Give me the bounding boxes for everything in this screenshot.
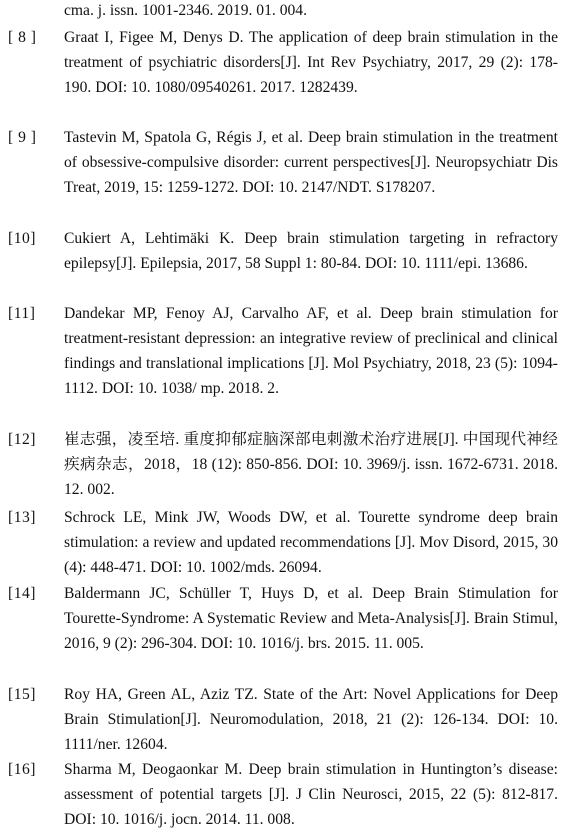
reference-text: Dandekar MP, Fenoy AJ, Carvalho AF, et al. Deep brain stimulation for treatment-resistant depression: an integrative review of preclinical and clinical findings and translational implications [J]. Mol Psychiatry, 2018, 23 (5): 1094-1112. DOI: 10. 1038/ mp. 2018. 2.: [64, 305, 558, 398]
reference-number: [12]: [8, 431, 36, 448]
reference-text: Tastevin M, Spatola G, Régis J, et al. Deep brain stimulation in the treatment of obsessive-compulsive disorder: current perspectives[J]. Neuropsychiatr Dis Treat, 2019, 15: 1259-1272. DOI: 10. 2147/NDT. S178207.: [64, 129, 558, 197]
reference-number: [16]: [8, 761, 36, 778]
reference-text: Roy HA, Green AL, Aziz TZ. State of the Art: Novel Applications for Deep Brain Stimulation[J]. Neuromodulation, 2018, 21 (2): 126-134. DOI: 10. 1111/ner. 12604.: [64, 686, 558, 754]
reference-text: Schrock LE, Mink JW, Woods DW, et al. Tourette syndrome deep brain stimulation: a review and updated recommendations [J]. Mov Disord, 2015, 30 (4): 448-471. DOI: 10. 1002/mds. 26094.: [64, 509, 558, 577]
reference-text: Cukiert A, Lehtimäki K. Deep brain stimulation targeting in refractory epilepsy[J]. Epilepsia, 2017, 58 Suppl 1: 80-84. DOI: 10. 1111/epi. 13686.: [64, 230, 558, 273]
reference-number: [ 9 ]: [8, 129, 37, 146]
reference-number: [10]: [8, 230, 36, 247]
reference-number: [14]: [8, 585, 36, 602]
reference-text: Sharma M, Deogaonkar M. Deep brain stimulation in Huntington’s disease: assessment of potential targets [J]. J Clin Neurosci, 2015, 22 (5): 812-817. DOI: 10. 1016/j. jocn. 2014. 11. 008.: [64, 761, 558, 829]
reference-number: [11]: [8, 305, 36, 322]
reference-text: Baldermann JC, Schüller T, Huys D, et al. Deep Brain Stimulation for Tourette-Syndrome: A Systematic Review and Meta-Analysis[J]. Brain Stimul, 2016, 9 (2): 296-304. DOI: 10. 1016/j. brs. 2015. 11. 005.: [64, 585, 558, 653]
continued-reference-fragment: cma. j. issn. 1001-2346. 2019. 01. 004.: [64, 2, 307, 19]
reference-number: [ 8 ]: [8, 29, 37, 46]
reference-number: [15]: [8, 686, 36, 703]
reference-number: [13]: [8, 509, 36, 526]
reference-text: 崔志强，凌至培. 重度抑郁症脑深部电刺激术治疗进展[J]. 中国现代神经疾病杂志，2018，18 (12): 850-856. DOI: 10. 3969/j. issn. 1672-6731. 2018. 12. 002.: [64, 431, 558, 499]
reference-text: Graat I, Figee M, Denys D. The application of deep brain stimulation in the treatment of psychiatric disorders[J]. Int Rev Psychiatry, 2017, 29 (2): 178-190. DOI: 10. 1080/09540261. 2017. 1282439.: [64, 29, 558, 97]
